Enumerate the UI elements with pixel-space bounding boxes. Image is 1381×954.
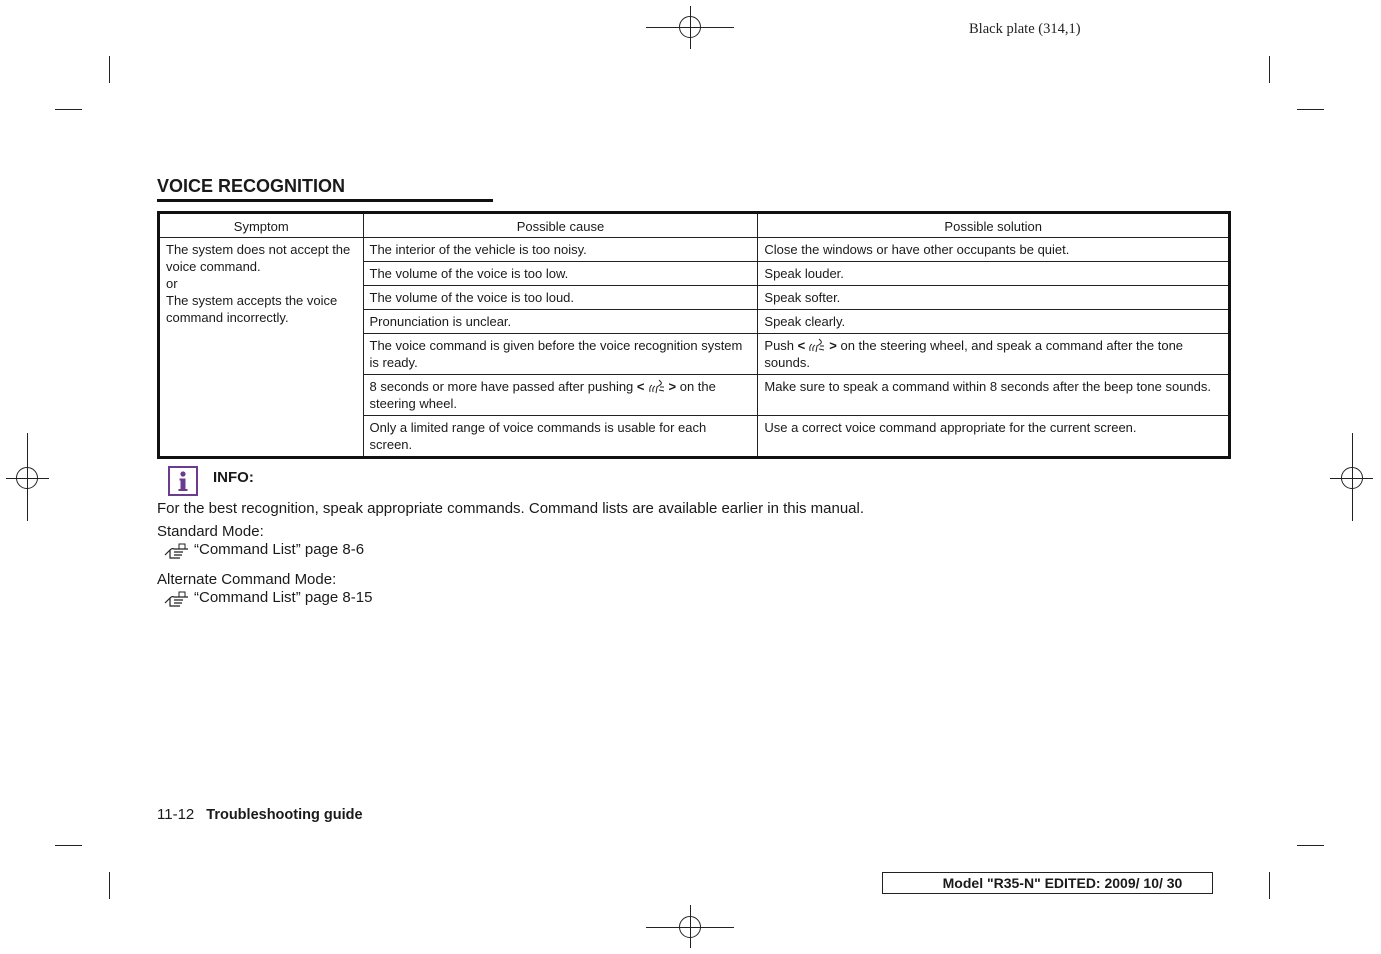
bracket-open: < xyxy=(636,379,645,394)
solution-cell: Use a correct voice command appropriate for the current screen. xyxy=(758,416,1230,458)
cause-cell: The interior of the vehicle is too noisy. xyxy=(363,238,758,262)
symptom-or: or xyxy=(166,276,178,291)
solution-cell: Speak softer. xyxy=(758,286,1230,310)
info-body xyxy=(157,500,864,607)
bracket-close: > xyxy=(829,338,837,353)
page-number: 11-12 xyxy=(157,806,195,823)
cause-text: 8 seconds or more have passed after pushing xyxy=(369,379,634,394)
info-icon xyxy=(168,466,198,496)
bracket-close: > xyxy=(668,379,677,394)
troubleshooting-table xyxy=(157,211,1231,459)
page-reference[interactable] xyxy=(157,541,864,559)
cause-cell xyxy=(363,375,758,416)
cause-cell: Only a limited range of voice commands is usable for each screen. xyxy=(363,416,758,458)
symptom-cell xyxy=(159,238,364,458)
cause-cell: Pronunciation is unclear. xyxy=(363,310,758,334)
page-footer xyxy=(157,806,363,823)
mode-label: Standard Mode: xyxy=(157,523,264,540)
plate-label: Black plate (314,1) xyxy=(969,21,1081,37)
cause-cell: The voice command is given before the voice recognition system is ready. xyxy=(363,334,758,375)
symptom-text: The system does not accept the voice command. xyxy=(166,242,351,274)
solution-cell: Make sure to speak a command within 8 seconds after the beep tone sounds. xyxy=(758,375,1230,416)
section-title: VOICE RECOGNITION xyxy=(157,176,493,202)
bracket-open: < xyxy=(797,338,806,353)
solution-cell: Close the windows or have other occupants be quiet. xyxy=(758,238,1230,262)
steering-talk-icon xyxy=(807,337,827,354)
solution-text: Push xyxy=(764,338,795,353)
page-reference[interactable] xyxy=(157,589,864,607)
pointing-hand-icon xyxy=(164,589,190,607)
solution-cell: Speak louder. xyxy=(758,262,1230,286)
mode-label: Alternate Command Mode: xyxy=(157,571,337,588)
reference-text: “Command List” page 8-15 xyxy=(194,589,373,606)
steering-talk-icon xyxy=(647,378,667,395)
mode-block xyxy=(157,571,864,607)
symptom-text: The system accepts the voice command incorrectly. xyxy=(166,293,338,325)
header-symptom: Symptom xyxy=(159,213,364,238)
pointing-hand-icon xyxy=(164,541,190,559)
cause-cell: The volume of the voice is too low. xyxy=(363,262,758,286)
solution-cell: Speak clearly. xyxy=(758,310,1230,334)
header-solution: Possible solution xyxy=(758,213,1230,238)
table-header-row xyxy=(159,213,1230,238)
info-paragraph: For the best recognition, speak appropriate commands. Command lists are available earlier in this manual. xyxy=(157,500,865,517)
model-edit-stamp: Model "R35-N" EDITED: 2009/ 10/ 30 xyxy=(882,872,1213,894)
cause-cell: The volume of the voice is too loud. xyxy=(363,286,758,310)
footer-section: Troubleshooting guide xyxy=(206,807,363,823)
cause-text: on the steering wheel. xyxy=(369,379,716,411)
mode-block xyxy=(157,523,864,559)
reference-text: “Command List” page 8-6 xyxy=(194,541,365,558)
solution-text: on the steering wheel, and speak a command after the tone sounds. xyxy=(764,338,1184,370)
info-label: INFO: xyxy=(213,469,254,486)
solution-cell xyxy=(758,334,1230,375)
header-cause: Possible cause xyxy=(363,213,758,238)
table-row xyxy=(159,238,1230,262)
